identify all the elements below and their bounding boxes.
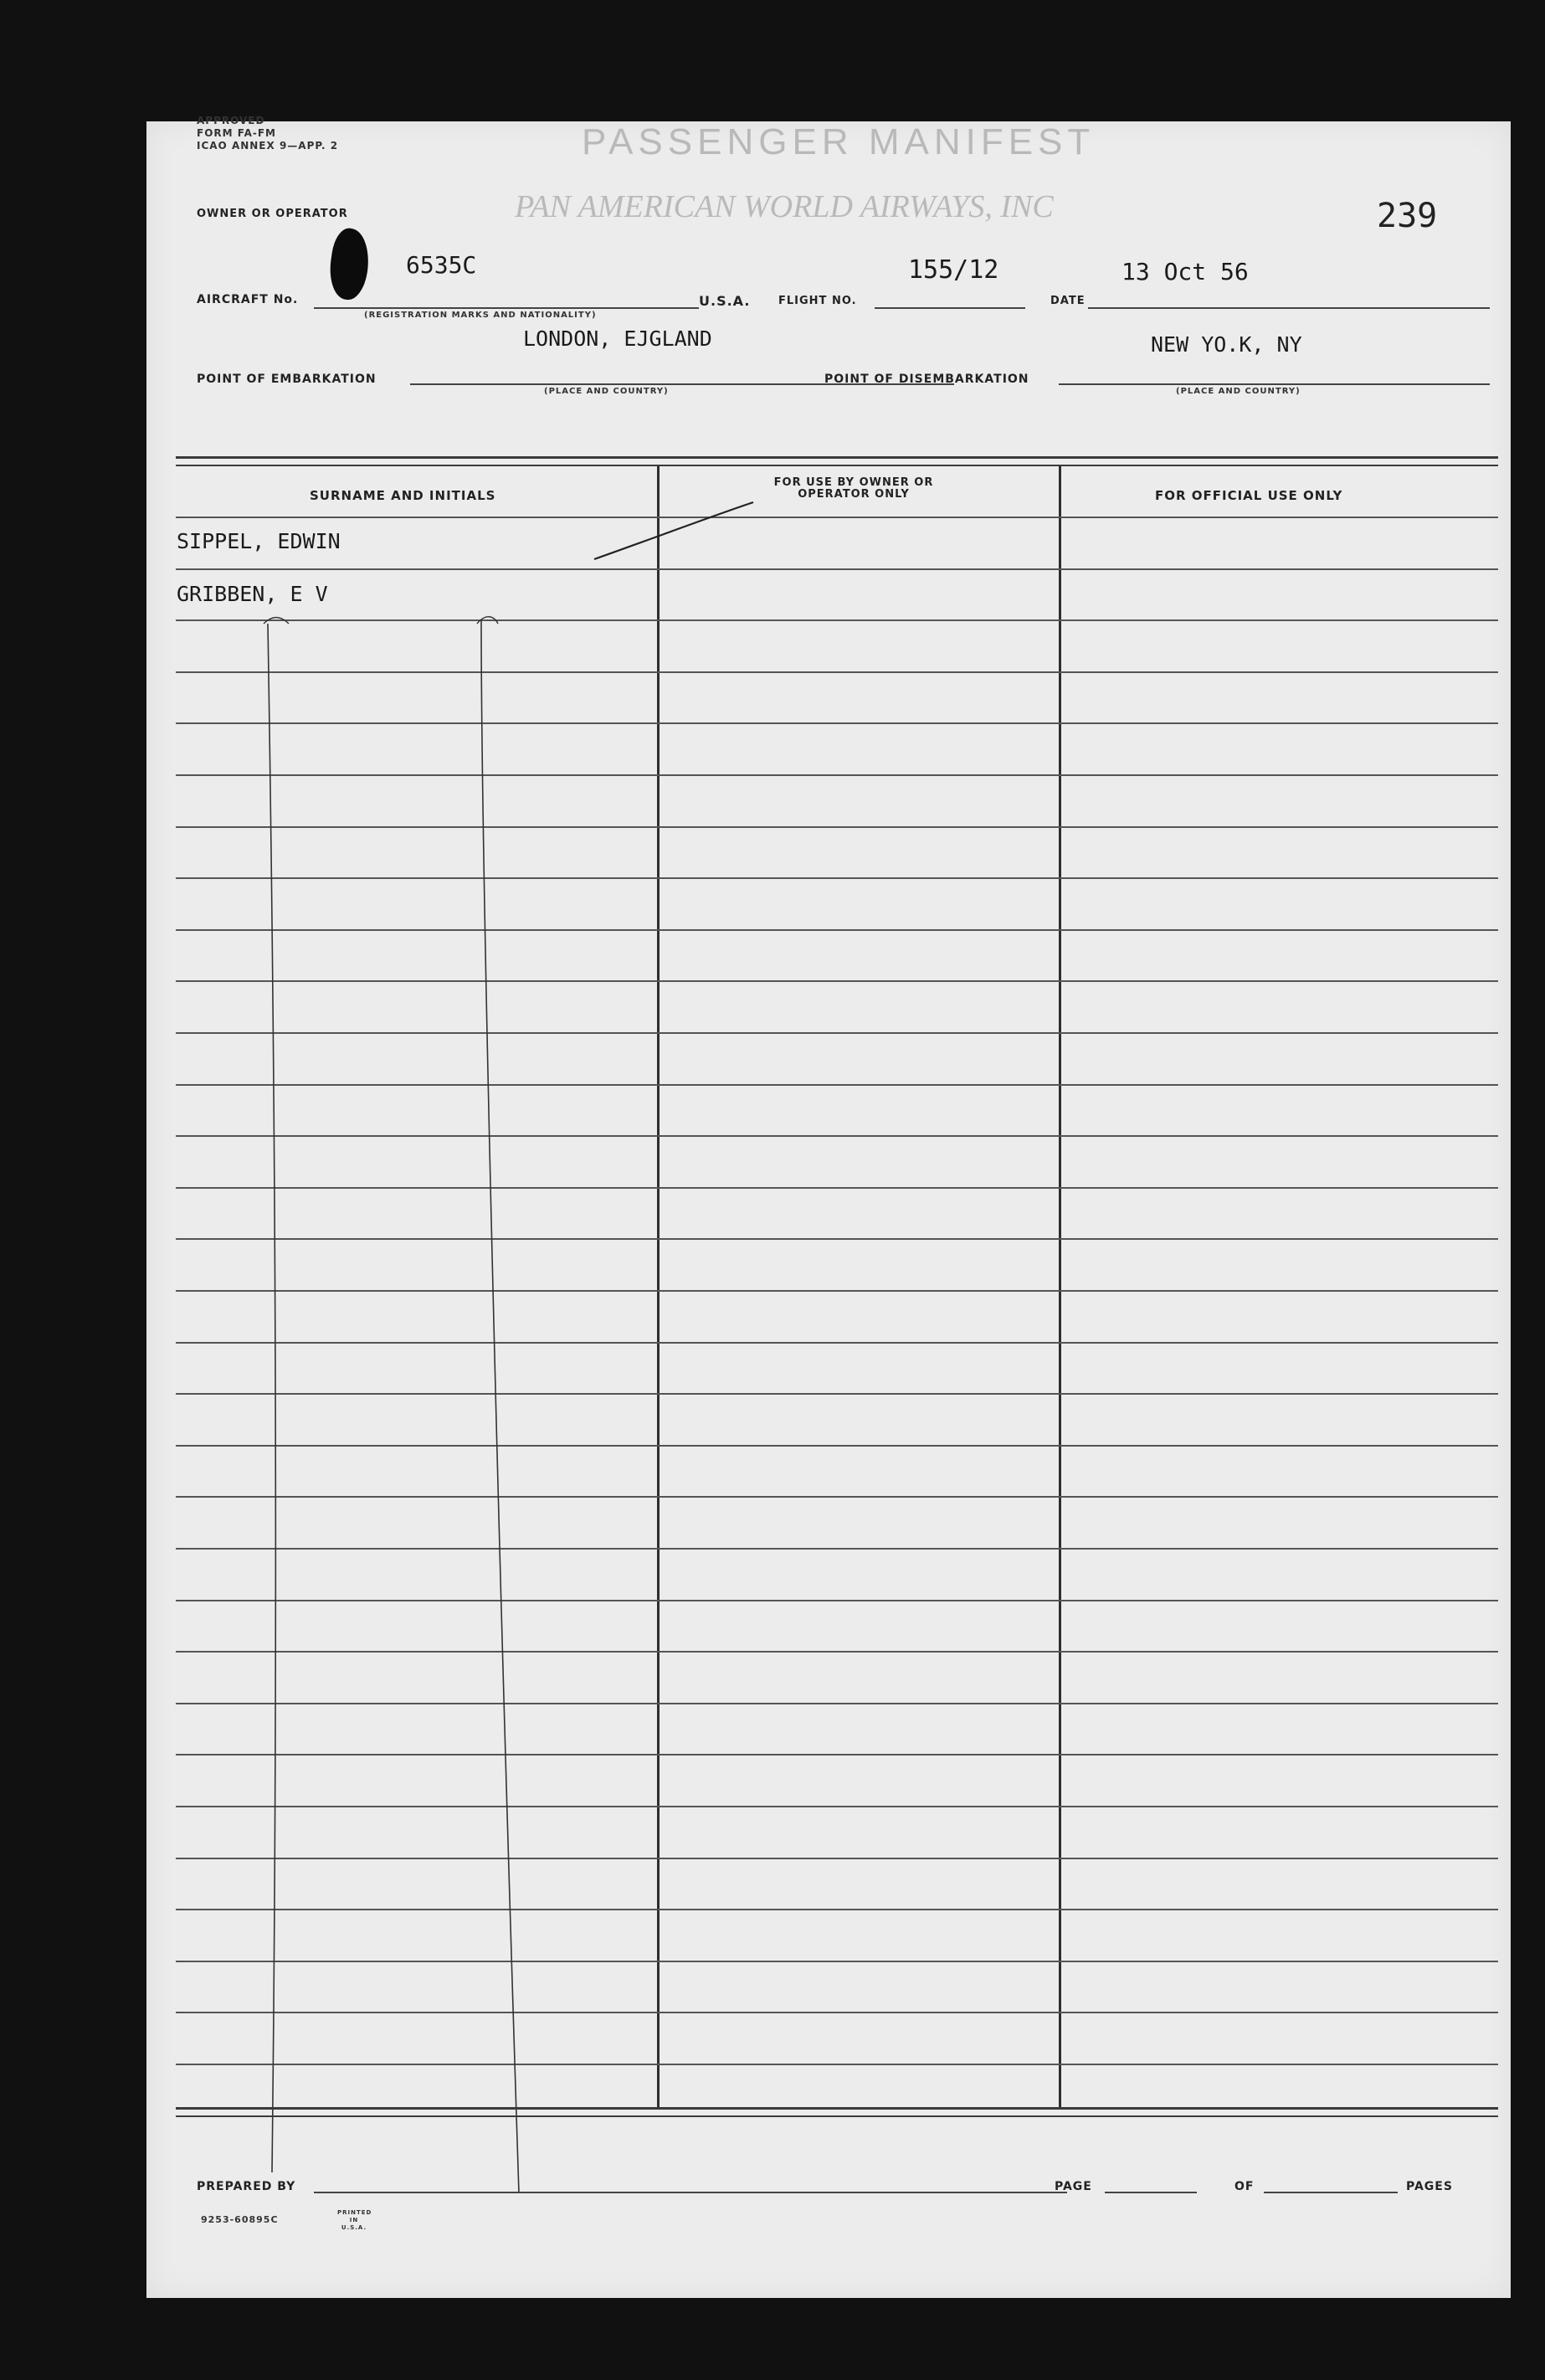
flight-value: 155/12: [908, 255, 999, 285]
page-underline: [1105, 2192, 1197, 2193]
usa-label: U.S.A.: [699, 293, 751, 309]
embark-label: POINT OF EMBARKATION: [197, 373, 377, 386]
approval-line: APPROVED: [197, 115, 265, 126]
page-label: PAGE: [1055, 2180, 1092, 2193]
date-label: DATE: [1050, 295, 1086, 307]
header-surname: SURNAME AND INITIALS: [310, 488, 496, 503]
form-title: PASSENGER MANIFEST: [582, 121, 1096, 162]
disembark-value: NEW YO.K, NY: [1151, 332, 1302, 357]
handwritten-strokes: [146, 121, 1511, 2298]
aircraft-value: 6535C: [406, 251, 477, 279]
handwritten-stroke: [264, 618, 289, 625]
disembark-sub: (PLACE AND COUNTRY): [1176, 387, 1301, 396]
table-bottom-rule: [176, 2107, 1498, 2110]
owner-label: OWNER OR OPERATOR: [197, 208, 348, 220]
handwritten-stroke: [268, 624, 275, 2172]
handwritten-stroke: [594, 502, 753, 559]
disembark-label: POINT OF DISEMBARKATION: [824, 373, 1029, 386]
aircraft-sub: (REGISTRATION MARKS AND NATIONALITY): [364, 311, 597, 320]
handwritten-stroke: [477, 617, 498, 624]
prepared-label: PREPARED BY: [197, 2180, 296, 2193]
pages-label: PAGES: [1406, 2180, 1453, 2193]
of-label: OF: [1234, 2180, 1255, 2193]
form-code: 9253-60895C: [201, 2214, 279, 2225]
sheet-number: 239: [1377, 197, 1438, 235]
approval-line: FORM FA-FM: [197, 127, 276, 139]
header-owner-use: FOR USE BY OWNER OR OPERATOR ONLY: [773, 476, 934, 501]
owner-value: PAN AMERICAN WORLD AIRWAYS, INC: [515, 189, 1054, 224]
header-official-use: FOR OFFICIAL USE ONLY: [1155, 488, 1343, 503]
passenger-name: SIPPEL, EDWIN: [177, 529, 341, 553]
approval-line: ICAO ANNEX 9—APP. 2: [197, 140, 339, 152]
table-bottom-rule: [176, 2115, 1498, 2117]
passenger-name: GRIBBEN, E V: [177, 582, 328, 606]
date-value: 13 Oct 56: [1122, 258, 1249, 285]
embark-sub: (PLACE AND COUNTRY): [544, 387, 669, 396]
handwritten-stroke: [481, 619, 519, 2193]
of-underline: [1264, 2192, 1398, 2193]
flight-label: FLIGHT NO.: [778, 295, 857, 307]
printed-mark: PRINTED IN U.S.A.: [337, 2209, 372, 2231]
manifest-sheet: [146, 115, 1511, 2298]
prepared-underline: [314, 2192, 1067, 2193]
embark-value: LONDON, EJGLAND: [523, 326, 712, 351]
aircraft-label: AIRCRAFT No.: [197, 293, 299, 306]
